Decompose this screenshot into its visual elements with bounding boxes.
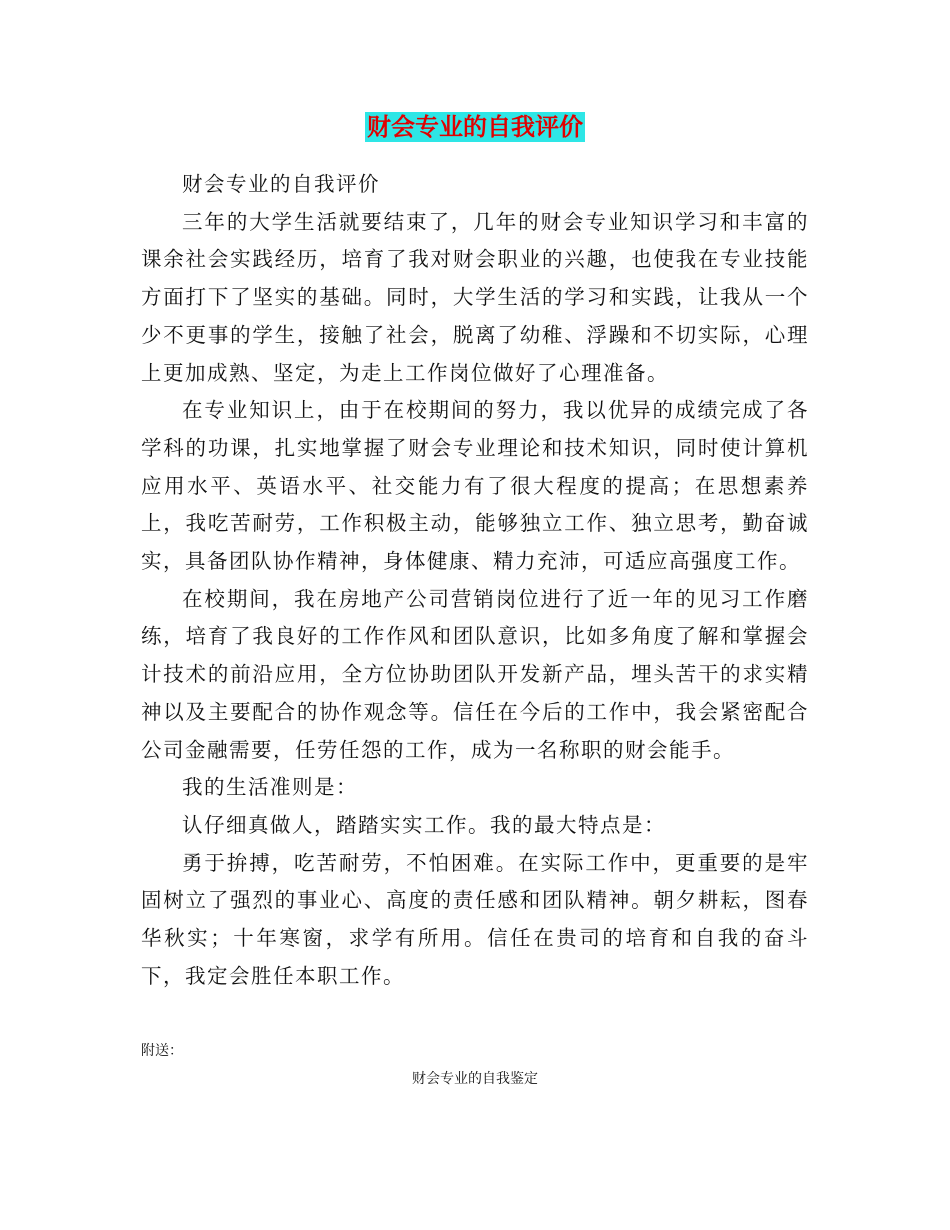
paragraph-life-principle: 认仔细真做人，踏踏实实工作。我的最大特点是： bbox=[182, 812, 666, 837]
appendix-title: 财会专业的自我鉴定 bbox=[412, 1071, 538, 1087]
document-title: 财会专业的自我评价 bbox=[367, 113, 583, 141]
paragraph-intro: 三年的大学生活就要结束了，几年的财会专业知识学习和丰富的课余社会实践经历，培育了我对财会职业的兴趣，也使我在专业技能方面打下了坚实的基础。同时，大学生活的学习和实践，让我从一个少不更事的学生，接触了社会，脱离了幼稚、浮躁和不切实际，心理上更加成熟、坚定，为走上工作岗位做好了心理准备。 bbox=[141, 209, 809, 385]
appendix-label: 附送： bbox=[141, 1043, 183, 1059]
paragraph-life-principle-label: 我的生活准则是： bbox=[182, 775, 358, 800]
paragraph-subtitle: 财会专业的自我评价 bbox=[182, 172, 380, 196]
title-wrapper bbox=[0, 112, 950, 142]
document-body bbox=[141, 166, 809, 995]
paragraph-internship: 在校期间，我在房地产公司营销岗位进行了近一年的见习工作磨练，培育了我良好的工作作风和团队意识，比如多角度了解和掌握会计技术的前沿应用，全方位协助团队开发新产品，埋头苦干的求实精神以及主要配合的协作观念等。信任在今后的工作中，我会紧密配合公司金融需要，任劳任怨的工作，成为一名称职的财会能手。 bbox=[141, 586, 809, 762]
paragraph-conclusion: 勇于拚搏，吃苦耐劳，不怕困难。在实际工作中，更重要的是牢固树立了强烈的事业心、高度的责任感和团队精神。朝夕耕耘，图春华秋实；十年寒窗，求学有所用。信任在贵司的培育和自我的奋斗下，我定会胜任本职工作。 bbox=[141, 850, 809, 988]
paragraph-professional-knowledge: 在专业知识上，由于在校期间的努力，我以优异的成绩完成了各学科的功课，扎实地掌握了财会专业理论和技术知识，同时使计算机应用水平、英语水平、社交能力有了很大程度的提高；在思想素养上，我吃苦耐劳，工作积极主动，能够独立工作、独立思考，勤奋诚实，具备团队协作精神，身体健康、精力充沛，可适应高强度工作。 bbox=[141, 398, 809, 574]
